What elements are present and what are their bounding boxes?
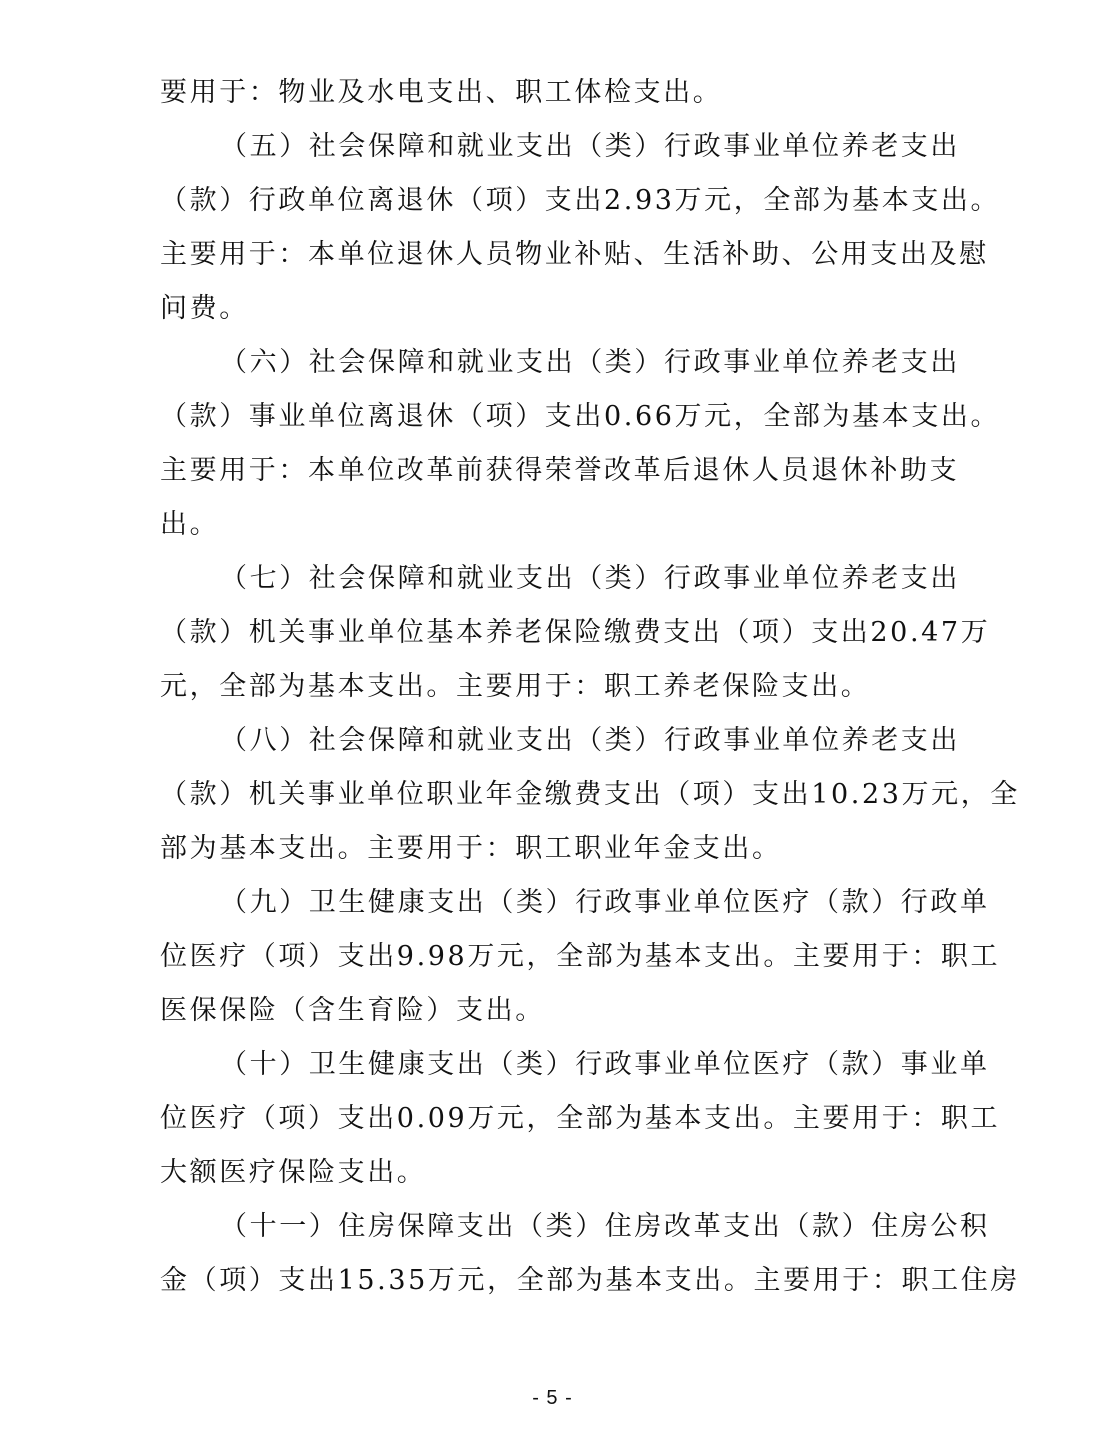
document-body [160,66,1020,1308]
text-line: （款）机关事业单位职业年金缴费支出（项）支出10.23万元，全 [160,779,1020,810]
text-line: （款）行政单位离退休（项）支出2.93万元，全部为基本支出。 [160,185,1001,216]
text-line: 医保保险（含生育险）支出。 [160,995,545,1026]
paragraph-first-line: （十）卫生健康支出（类）行政事业单位医疗（款）事业单 [220,1049,990,1080]
text-line: 位医疗（项）支出0.09万元，全部为基本支出。主要用于：职工 [160,1103,1001,1134]
text-line: 要用于：物业及水电支出、职工体检支出。 [160,77,723,108]
text-line: （款）事业单位离退休（项）支出0.66万元，全部为基本支出。 [160,401,1001,432]
text-line: 主要用于：本单位退休人员物业补贴、生活补助、公用支出及慰 [160,239,989,270]
page-number: - 5 - [532,1387,573,1409]
text-line: 金（项）支出15.35万元，全部为基本支出。主要用于：职工住房 [160,1265,1020,1296]
paragraph-first-line: （八）社会保障和就业支出（类）行政事业单位养老支出 [220,725,960,756]
text-line: 问费。 [160,293,249,324]
paragraph-first-line: （十一）住房保障支出（类）住房改革支出（款）住房公积 [220,1211,990,1242]
text-line: （款）机关事业单位基本养老保险缴费支出（项）支出20.47万 [160,617,991,648]
text-line: 主要用于：本单位改革前获得荣誉改革后退休人员退休补助支 [160,455,960,486]
paragraph-first-line: （六）社会保障和就业支出（类）行政事业单位养老支出 [220,347,960,378]
text-line: 出。 [160,509,220,540]
paragraph-first-line: （九）卫生健康支出（类）行政事业单位医疗（款）行政单 [220,887,990,918]
text-line: 部为基本支出。主要用于：职工职业年金支出。 [160,833,782,864]
text-line: 大额医疗保险支出。 [160,1157,427,1188]
text-line: 元，全部为基本支出。主要用于：职工养老保险支出。 [160,671,871,702]
text-line: 位医疗（项）支出9.98万元，全部为基本支出。主要用于：职工 [160,941,1001,972]
paragraph-first-line: （七）社会保障和就业支出（类）行政事业单位养老支出 [220,563,960,594]
paragraph-first-line: （五）社会保障和就业支出（类）行政事业单位养老支出 [220,131,960,162]
